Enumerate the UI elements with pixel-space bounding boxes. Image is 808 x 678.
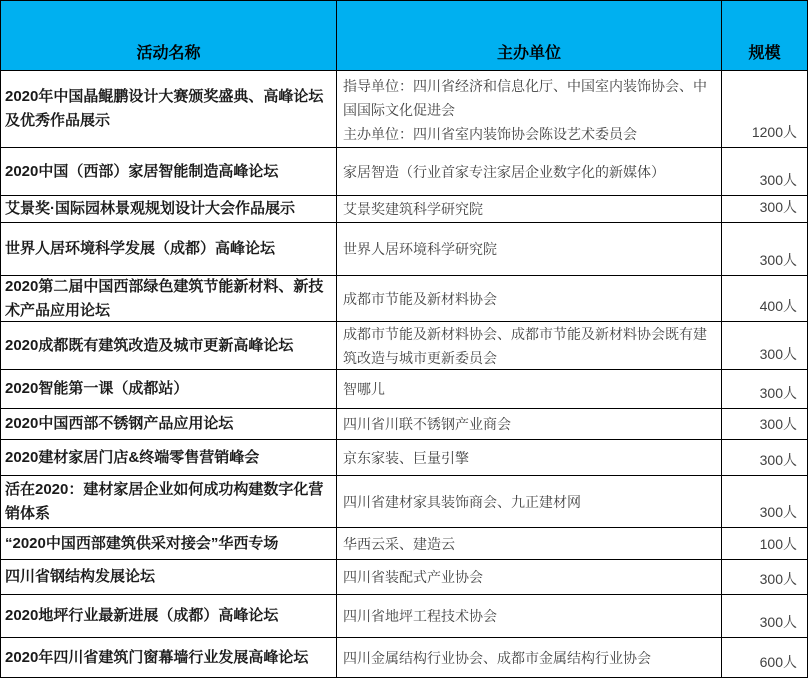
organizer-cell: [337, 148, 722, 196]
organizer-cell: [337, 370, 722, 409]
organizer-line: 京东家装、巨量引擎: [343, 449, 469, 466]
organizer-line: 世界人居环境科学研究院: [343, 241, 497, 257]
activity-name: 四川省钢结构发展论坛: [5, 568, 156, 585]
scale-cell: 300人: [722, 223, 807, 276]
scale-cell: 300人: [722, 409, 807, 440]
activity-name: 2020成都既有建筑改造及城市更新高峰论坛: [5, 336, 294, 354]
activity-name-cell: [1, 322, 337, 370]
activity-name-cell: [1, 196, 337, 223]
scale-header-cell: 规模: [722, 1, 807, 71]
activity-name: 2020中国西部不锈钢产品应用论坛: [5, 415, 234, 432]
organizer-cell: [337, 223, 722, 276]
table-row: [1, 71, 807, 148]
activity-name-cell: [1, 440, 337, 476]
activity-name: “2020中国西部建筑供采对接会”华西专场: [5, 534, 279, 552]
organizer-cell: [337, 409, 722, 440]
scale-cell: 400人: [722, 276, 807, 322]
activity-name: 2020地坪行业最新进展（成都）高峰论坛: [5, 607, 279, 624]
scale-cell: 300人: [722, 476, 807, 528]
activity-name-cell: [1, 560, 337, 595]
table-row: [1, 440, 807, 476]
table-row: [1, 322, 807, 370]
organizer-line: 四川省装配式产业协会: [343, 569, 483, 585]
organizer-header-cell: 主办单位: [337, 1, 722, 71]
organizer-cell: [337, 528, 722, 560]
activity-name: 2020年四川省建筑门窗幕墙行业发展高峰论坛: [5, 648, 309, 666]
activity-name-cell: [1, 528, 337, 560]
organizer-line: 成都市节能及新材料协会、成都市节能及新材料协会既有建筑改造与城市更新委员会: [343, 325, 707, 366]
organizer-line: 四川省建材家具装饰商会、九正建材网: [343, 493, 581, 510]
organizer-cell: [337, 440, 722, 476]
activity-name-cell: [1, 370, 337, 409]
activity-name-cell: [1, 638, 337, 677]
activity-name-cell: [1, 223, 337, 276]
scale-cell: 300人: [722, 370, 807, 409]
organizer-cell: [337, 276, 722, 322]
organizer-line: 四川金属结构行业协会、成都市金属结构行业协会: [343, 649, 651, 666]
activity-name: 2020中国（西部）家居智能制造高峰论坛: [5, 162, 279, 180]
table-row: [1, 528, 807, 560]
scale-cell: 300人: [722, 560, 807, 595]
organizer-line: 指导单位：四川省经济和信息化厅、中国室内装饰协会、中国国际文化促进会: [343, 78, 707, 118]
organizer-line: 华西云采、建造云: [343, 535, 455, 552]
table-row: [1, 370, 807, 409]
organizer-cell: [337, 595, 722, 638]
activity-name: 世界人居环境科学发展（成都）高峰论坛: [5, 240, 276, 257]
organizer-line: 四川省地坪工程技术协会: [343, 608, 497, 624]
table-row: [1, 638, 807, 677]
activity-name-cell: [1, 595, 337, 638]
table-row: [1, 409, 807, 440]
scale-cell: 1200人: [722, 71, 807, 148]
scale-cell: 600人: [759, 654, 797, 670]
activity-name-cell: [1, 409, 337, 440]
activity-name: 2020智能第一课（成都站）: [5, 380, 189, 397]
table-row: [1, 223, 807, 276]
table-row: [1, 476, 807, 528]
header-row: [1, 1, 807, 71]
activity-name: 2020建材家居门店&终端零售营销峰会: [5, 448, 260, 466]
organizer-cell: [337, 322, 722, 370]
scale-cell: 300人: [722, 196, 807, 223]
organizer-line: 成都市节能及新材料协会: [343, 290, 497, 307]
organizer-line: 家居智造（行业首家专注家居企业数字化的新媒体）: [343, 163, 665, 180]
activity-name: 艾景奖·国际园林景观规划设计大会作品展示: [5, 200, 295, 217]
activity-name: 2020年中国晶鲲鹏设计大赛颁奖盛典、高峰论坛及优秀作品展示: [5, 88, 324, 129]
table-row: [1, 595, 807, 638]
organizer-cell: [337, 196, 722, 223]
scale-cell: 300人: [722, 595, 807, 638]
scale-cell: 300人: [722, 148, 807, 196]
activity-name-cell: [1, 71, 337, 148]
organizer-line: 智哪儿: [343, 381, 385, 397]
table-row: [1, 276, 807, 322]
scale-cell: 300人: [722, 322, 807, 370]
table-row: [1, 196, 807, 223]
scale-cell: 100人: [722, 528, 807, 560]
organizer-cell: [337, 638, 722, 677]
organizer-cell: [337, 71, 722, 148]
activity-name-cell: [1, 148, 337, 196]
activity-name-header-cell: 活动名称: [1, 1, 337, 71]
organizer-line: 艾景奖建筑科学研究院: [343, 201, 483, 217]
organizer-cell: [337, 476, 722, 528]
organizer-line: 四川省川联不锈钢产业商会: [343, 416, 511, 432]
organizer-cell: [337, 560, 722, 595]
activity-name: 2020第二届中国西部绿色建筑节能新材料、新技术产品应用论坛: [5, 277, 324, 319]
organizer-line: 主办单位：四川省室内装饰协会陈设艺术委员会: [343, 126, 637, 142]
table-row: [1, 148, 807, 196]
activity-name-cell: [1, 276, 337, 322]
activity-name-cell: [1, 476, 337, 528]
table-row: [1, 560, 807, 595]
activity-name: 活在2020：建材家居企业如何成功构建数字化营销体系: [5, 480, 324, 522]
scale-cell: 300人: [722, 440, 807, 476]
